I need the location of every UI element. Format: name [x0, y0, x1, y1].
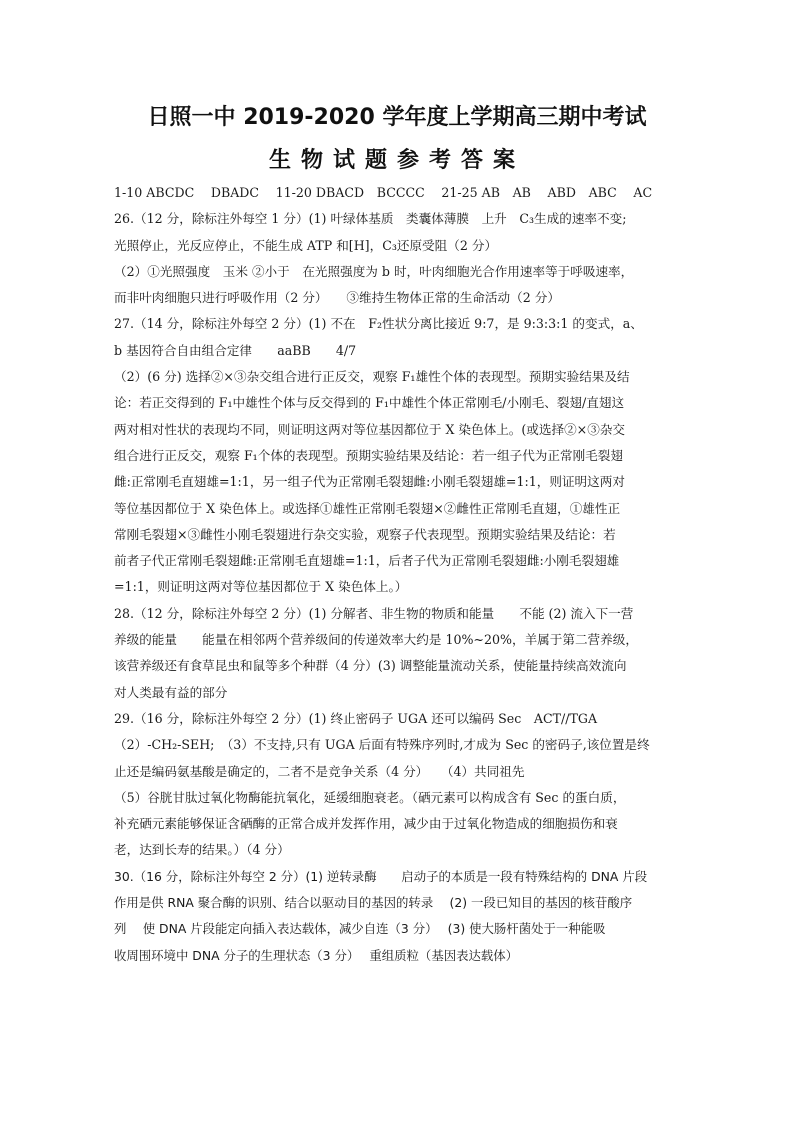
answer-line: 而非叶肉细胞只进行呼吸作用（2 分） ③维持生物体正常的生命活动（2 分） — [114, 290, 560, 306]
answer-line: 养级的能量 能量在相邻两个营养级间的传递效率大约是 10%~20%，羊属于第二营养级， — [114, 632, 638, 648]
answer-line: 列 使 DNA 片段能定向插入表达载体，减少自连（3 分） (3) 使大肠杆菌处于一种能吸 — [114, 921, 606, 937]
answer-line: （2）①光照强度 玉米 ②小于 在光照强度为 b 时，叶肉细胞光合作用速率等于呼吸速率， — [114, 263, 634, 279]
answer-line: 该营养级还有食草昆虫和鼠等多个种群（4 分）(3) 调整能量流动关系，使能量持续高效流向 — [114, 658, 627, 674]
answer-line: 收周围环境中 DNA 分子的生理状态（3 分） 重组质粒（基因表达载体） — [114, 947, 519, 963]
answer-line: 雌:正常刚毛直翅雄=1:1，另一组子代为正常刚毛裂翅雌:小刚毛裂翅雄=1:1，则证明这两对 — [114, 474, 625, 490]
answer-line: b 基因符合自由组合定律 aaBB 4/7 — [114, 342, 357, 358]
answer-line: 两对相对性状的表现均不同，则证明这两对等位基因都位于 X 染色体上。(或选择②×③杂交 — [114, 421, 625, 437]
answer-line: 前者子代正常刚毛裂翅雌:正常刚毛直翅雄=1:1，后者子代为正常刚毛裂翅雌:小刚毛裂翅雄 — [114, 553, 620, 569]
answer-line: 补充硒元素能够保证含硒酶的正常合成并发挥作用，减少由于过氧化物造成的细胞损伤和衰 — [114, 816, 618, 832]
answer-line: 组合进行正反交，观察 F₁个体的表现型。预期实验结果及结论：若一组子代为正常刚毛裂翅 — [114, 447, 623, 463]
page-title: 日照一中 2019-2020 学年度上学期高三期中考试 — [147, 105, 647, 130]
answer-line: =1:1，则证明这两对等位基因都位于 X 染色体上。） — [114, 579, 408, 595]
answer-line: （2）-CH₂-SEH; （3）不支持,只有 UGA 后面有特殊序列时,才成为 Sec 的密码子,该位置是终 — [114, 737, 650, 753]
answer-line: 对人类最有益的部分 — [114, 684, 228, 700]
page-subtitle: 生物试题参考答案 — [268, 148, 525, 173]
answer-line: 常刚毛裂翅×③雌性小刚毛裂翅进行杂交实验，观察子代表现型。预期实验结果及结论：若 — [114, 526, 616, 542]
answer-line: （5）谷胱甘肽过氧化物酶能抗氧化，延缓细胞衰老。（硒元素可以构成含有 Sec 的蛋白质， — [114, 789, 626, 805]
answer-line: 论：若正交得到的 F₁中雄性个体与反交得到的 F₁中雄性个体正常刚毛/小刚毛、裂翅/直翅这 — [114, 395, 625, 411]
answer-line: 光照停止，光反应停止，不能生成 ATP 和[H]，C₃还原受阻（2 分） — [114, 237, 498, 253]
answer-body — [114, 180, 674, 969]
answer-line-mcq: 1-10 ABCDC DBADC 11-20 DBACD BCCCC 21-25 AB AB ABD ABC AC — [114, 185, 653, 200]
answer-line: 作用是供 RNA 聚合酶的识别、结合以驱动目的基因的转录 (2) 一段已知目的基因的核苷酸序 — [114, 895, 633, 911]
answer-line: 26.（12 分，除标注外每空 1 分）(1) 叶绿体基质 类囊体薄膜 上升 C₃生成的速率不变; — [114, 211, 627, 227]
answer-line: 28.（12 分，除标注外每空 2 分）(1) 分解者、非生物的物质和能量 不能 (2) 流入下一营 — [114, 605, 634, 621]
answer-line: 30.（16 分，除标注外每空 2 分）(1) 逆转录酶 启动子的本质是一段有特殊结构的 DNA 片段 — [114, 868, 648, 884]
answer-line: 29.（16 分，除标注外每空 2 分）(1) 终止密码子 UGA 还可以编码 Sec ACT//TGA — [114, 710, 598, 726]
answer-line: 老，达到长寿的结果。）（4 分） — [114, 842, 290, 858]
answer-line: 27.（14 分，除标注外每空 2 分）(1) 不在 F₂性状分离比接近 9:7，是 9:3:3:1 的变式，a、 — [114, 316, 643, 332]
answer-line: 止还是编码氨基酸是确定的，二者不是竞争关系（4 分） （4）共同祖先 — [114, 763, 525, 779]
answer-line: （2）(6 分) 选择②×③杂交组合进行正反交，观察 F₁雄性个体的表现型。预期实验结果及结 — [114, 369, 630, 385]
answer-line: 等位基因都位于 X 染色体上。或选择①雄性正常刚毛裂翅×②雌性正常刚毛直翅，①雄性正 — [114, 500, 621, 516]
